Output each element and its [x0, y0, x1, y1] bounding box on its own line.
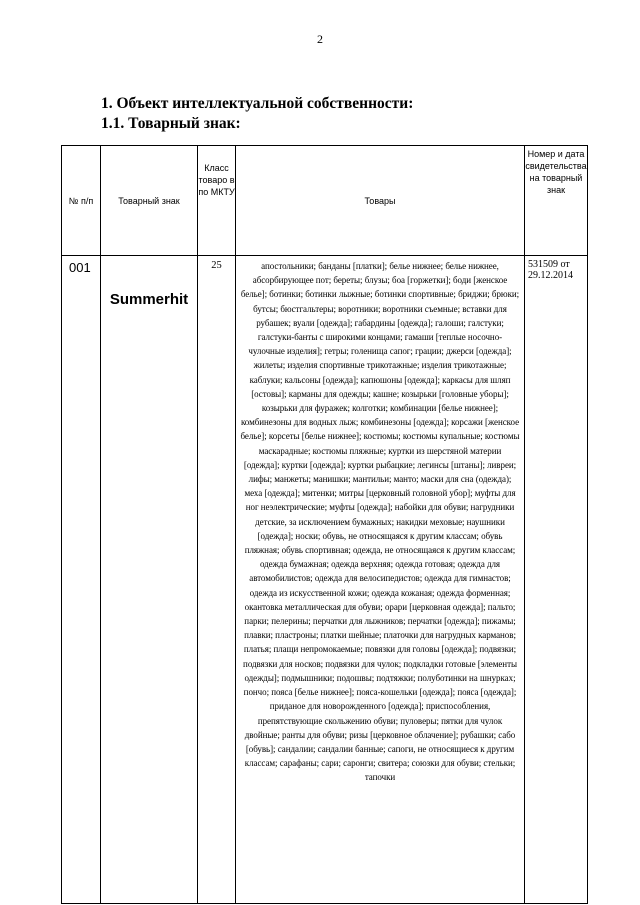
trademark-table — [61, 145, 588, 904]
section-heading: 1. Объект интеллектуальной собственности: — [101, 95, 414, 112]
row-registration: 531509 от 29.12.2014 — [525, 256, 588, 904]
row-num: 001 — [62, 256, 101, 904]
table-row — [62, 256, 588, 904]
header-trademark: Товарный знак — [101, 146, 198, 256]
header-class: Класс товаро в по МКТУ — [198, 146, 236, 256]
row-class: 25 — [198, 256, 236, 904]
page-number: 2 — [317, 32, 323, 46]
row-goods: апостольники; банданы [платки]; белье нижнее; белье нижнее, абсорбирующее пот; береты; блузы; боа [горжетки]; боди [женское белье]; ботинки; ботинки лыжные; ботинки спортивные; бриджи; брюки; бутсы; бюстгальтеры; воротники; воротники съемные; вставки для рубашек; вуали [одежда]; габардины [одежда]; галоши; галстуки; галстуки-банты с широкими концами; гамаши [теплые носочно-чулочные изделия]; гетры; голенища сапог; грации; джерси [одежда]; жилеты; изделия спортивные трикотажные; изделия трикотажные; каблуки; кальсоны [одежда]; капюшоны [одежда]; каркасы для шляп [остовы]; карманы для одежды; кашне; козырьки [головные уборы]; козырьки для фуражек; колготки; комбинации [белье нижнее]; комбинезоны для водных лыж; комбинезоны [одежда]; корсажи [женское белье]; корсеты [белье нижнее]; костюмы; костюмы купальные; костюмы маскарадные; костюмы пляжные; куртки из шерстяной материи [одежда]; куртки [одежда]; куртки рыбацкие; легинсы [штаны]; ливреи; лифы; манжеты; манишки; мантильи; манто; маски для сна (одежда); меха [одежда]; митенки; митры [церковный головной убор]; муфты для ног неэлектрические; муфты [одежда]; набойки для обуви; нагрудники детские, за исключением бумажных; накидки меховые; наушники [одежда]; носки; обувь, не относящаяся к другим классам; обувь пляжная; обувь спортивная; одежда, не относящаяся к другим классам; одежда бумажная; одежда верхняя; одежда готовая; одежда для автомобилистов; одежда для велосипедистов; одежда для гимнастов; одежда из искусственной кожи; одежда кожаная; одежда форменная; окантовка металлическая для обуви; орари [церковная одежда]; пальто; парки; пелерины; перчатки для лыжников; перчатки [одежда]; пижамы; плавки; пластроны; платки шейные; платочки для нагрудных карманов; платья; плащи непромокаемые; повязки для головы [одежда]; подвязки; подвязки для носков; подвязки для чулок; подкладки готовые [элементы одежды]; подмышники; подошвы; подтяжки; полуботинки на шнурках; пончо; пояса [белье нижнее]; пояса-кошельки [одежда]; пояса [одежда]; приданое для новорожденного [одежда]; приспособления, препятствующие скольжению обуви; пуловеры; пятки для чулок двойные; ранты для обуви; ризы [церковное облачение]; рубашки; сабо [обувь]; сандалии; сандалии банные; сапоги, не относящиеся к другим классам; сарафаны; сари; саронги; свитера; союзки для обуви; стельки; тапочки — [236, 256, 525, 904]
header-goods: Товары — [236, 146, 525, 256]
trademark-name: Summerhit — [101, 256, 198, 904]
header-registration: Номер и дата свидетельства на товарный знак — [525, 146, 588, 256]
subsection-heading: 1.1. Товарный знак: — [101, 115, 241, 132]
table-header-row — [62, 146, 588, 256]
header-num: № п/п — [62, 146, 101, 256]
